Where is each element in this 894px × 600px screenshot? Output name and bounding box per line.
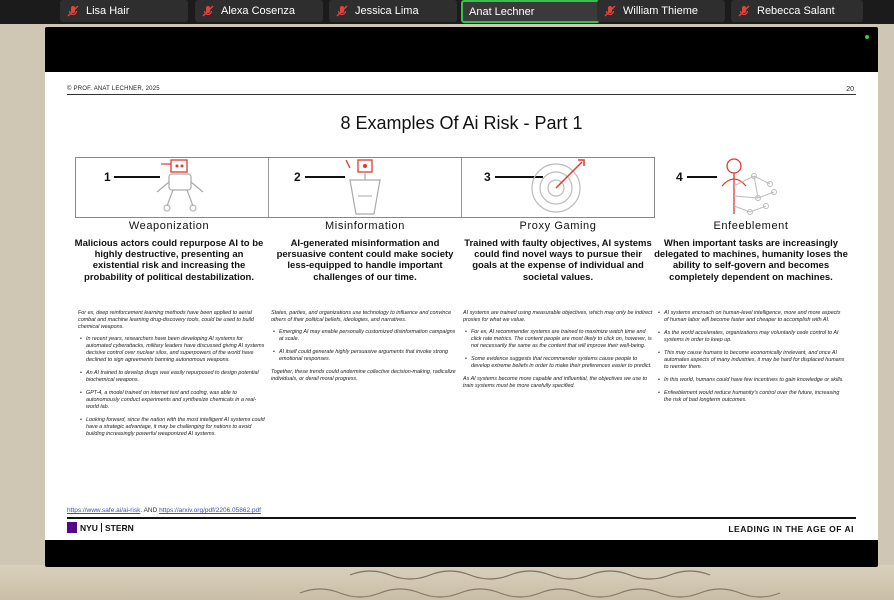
risk-bullet: • Some evidence suggests that recommender systems cause people to develop extreme beliefs in order to make their preferences easier to predict. bbox=[463, 356, 653, 370]
risk-number: 3 bbox=[484, 170, 491, 184]
participant-name: Rebecca Salant bbox=[757, 5, 835, 17]
school-name: NYU bbox=[80, 522, 98, 533]
risk-bullet: • GPT-4, a model trained on internet text and coding, was able to autonomously conduct experiments and synthesize chemicals in a real-world lab. bbox=[78, 390, 268, 411]
icon-panel bbox=[75, 157, 683, 218]
risk-bullet: • AI systems encroach on human-level intelligence, more and more aspects of human labor will become faster and cheaper to accomplish with AI. bbox=[656, 310, 846, 324]
mic-muted-icon bbox=[201, 4, 215, 18]
participant-tile[interactable] bbox=[195, 0, 323, 22]
risk-bullet: • AI itself could generate highly persuasive arguments that invoke strong emotional responses. bbox=[271, 349, 461, 363]
risk-lead: Trained with faulty objectives, AI systems could find novel ways to pursue their goals at the expense of individual and societal values. bbox=[464, 238, 652, 283]
handwriting-background-image bbox=[0, 565, 894, 600]
risk-bullet: • An AI trained to develop drugs was easily repurposed to design potential biochemical weapons. bbox=[78, 370, 268, 384]
risk-heading: Weaponization bbox=[128, 220, 210, 232]
risk-outro: Together, these trends could undermine collective decision-making, radicalize individuals, or derail moral progress. bbox=[271, 369, 456, 382]
participant-tile[interactable] bbox=[329, 0, 457, 22]
risk-details bbox=[78, 310, 268, 444]
risk-column-enfeeblement bbox=[654, 220, 848, 283]
risk-column-weaponization bbox=[74, 220, 264, 283]
presentation-slide bbox=[45, 72, 878, 540]
risk-details bbox=[656, 310, 846, 410]
source-link-separator: . AND bbox=[140, 507, 160, 514]
risk-column-misinformation bbox=[270, 220, 460, 283]
source-links bbox=[67, 507, 261, 514]
participant-tile[interactable] bbox=[597, 0, 725, 22]
slide-page-number: 20 bbox=[846, 86, 854, 93]
mic-muted-icon bbox=[603, 4, 617, 18]
risk-number: 4 bbox=[676, 170, 683, 184]
recording-indicator bbox=[865, 35, 869, 39]
risk-number: 1 bbox=[104, 170, 111, 184]
participant-name: Jessica Lima bbox=[355, 5, 419, 17]
participant-tile-active-speaker[interactable] bbox=[461, 0, 600, 23]
robot-podium-icon bbox=[336, 158, 396, 216]
footer-tagline: LEADING IN THE AGE OF AI bbox=[728, 524, 854, 534]
target-arrow-icon bbox=[526, 158, 590, 216]
risk-heading: Proxy Gaming bbox=[519, 220, 597, 232]
risk-heading: Enfeeblement bbox=[713, 220, 789, 232]
risk-lead: AI-generated misinformation and persuasive content could make society less-equipped to handle important challenges of our time. bbox=[276, 238, 454, 283]
slide-title: 8 Examples Of Ai Risk - Part 1 bbox=[340, 113, 583, 133]
risk-bullet: • For ex, AI recommender systems are trained to maximize watch time and click rate metrics. The content people are most likely to click on, however, is not necessarily the same as the content that will improve their well-being. bbox=[463, 329, 653, 350]
risk-lead: When important tasks are increasingly delegated to machines, humanity loses the ability to self-govern and becomes completely dependent on machines. bbox=[654, 238, 848, 283]
risk-number: 2 bbox=[294, 170, 301, 184]
risk-lead: Malicious actors could repurpose AI to be highly destructive, presenting an existential risk and increasing the probability of political destabilization. bbox=[74, 238, 264, 283]
shared-screen-window bbox=[45, 27, 878, 567]
risk-column-proxy-gaming bbox=[463, 220, 653, 283]
mic-muted-icon bbox=[66, 4, 80, 18]
mic-muted-icon bbox=[335, 4, 349, 18]
unit-name: STERN bbox=[104, 522, 134, 533]
risk-bullet: • Emerging AI may enable personally customized disinformation campaigns at scale. bbox=[271, 329, 461, 343]
risk-outro: As AI systems become more capable and influential, the objectives we use to train systems must be more carefully specified. bbox=[463, 376, 648, 389]
risk-intro: AI systems are trained using measurable objectives, which may only be indirect proxies for what we value. bbox=[463, 310, 653, 323]
risk-details bbox=[271, 310, 461, 388]
participant-name: Anat Lechner bbox=[469, 5, 535, 18]
participant-tile[interactable] bbox=[731, 0, 863, 22]
participant-name: Alexa Cosenza bbox=[221, 5, 295, 17]
risk-heading: Misinformation bbox=[325, 220, 405, 232]
background-paper bbox=[0, 565, 894, 600]
nyu-torch-icon bbox=[67, 522, 77, 533]
risk-details bbox=[463, 310, 653, 395]
risk-bullet: • This may cause humans to become economically irrelevant, and once AI automates aspects of many industries, it may be hard for displaced humans to reenter them. bbox=[656, 350, 846, 371]
slide-copyright: © PROF. ANAT LECHNER, 2025 bbox=[67, 86, 160, 92]
risk-bullet: • In recent years, researchers have been developing AI systems for automated cyberattacks, military leaders have discussed giving AI systems decisive control over nuclear silos, and superpowers of the world have declined to sign agreements banning autonomous weapons. bbox=[78, 336, 268, 364]
risk-bullet: • Enfeeblement would reduce humanity's control over the future, increasing the risk of bad longterm outcomes. bbox=[656, 390, 846, 404]
risk-intro: States, parties, and organizations use technology to influence and convince others of their political beliefs, ideologies, and narratives. bbox=[271, 310, 452, 323]
source-link-safe-ai[interactable]: https://www.safe.ai/ai-risk bbox=[67, 507, 141, 514]
footer-divider bbox=[67, 517, 856, 519]
participant-name: William Thieme bbox=[623, 5, 698, 17]
mic-muted-icon bbox=[737, 4, 751, 18]
participant-name: Lisa Hair bbox=[86, 5, 130, 17]
risk-intro: For ex, deep reinforcement learning methods have been applied to aerial combat and machine learning drug-discovery tools, could be used to build chemical weapons. bbox=[78, 310, 254, 330]
risk-bullet: • Looking forward, since the nation with the most intelligent AI systems could have a strategic advantage, it may be challenging for nations to avoid building increasingly powerful weaponized AI systems. bbox=[78, 417, 268, 438]
participant-strip bbox=[0, 0, 894, 24]
header-divider bbox=[67, 94, 856, 95]
risk-bullet: • As the world accelerates, organizations may voluntarily cede control to AI systems in order to keep up. bbox=[656, 330, 846, 344]
risk-bullet: • In this world, humans could have few incentives to gain knowledge or skills. bbox=[656, 377, 846, 384]
robot-weapon-icon bbox=[151, 158, 211, 216]
human-network-icon bbox=[714, 156, 784, 218]
nyu-stern-logo bbox=[67, 522, 134, 533]
participant-tile[interactable] bbox=[60, 0, 188, 22]
source-link-arxiv[interactable]: https://arxiv.org/pdf/2206.05862.pdf bbox=[159, 507, 261, 514]
